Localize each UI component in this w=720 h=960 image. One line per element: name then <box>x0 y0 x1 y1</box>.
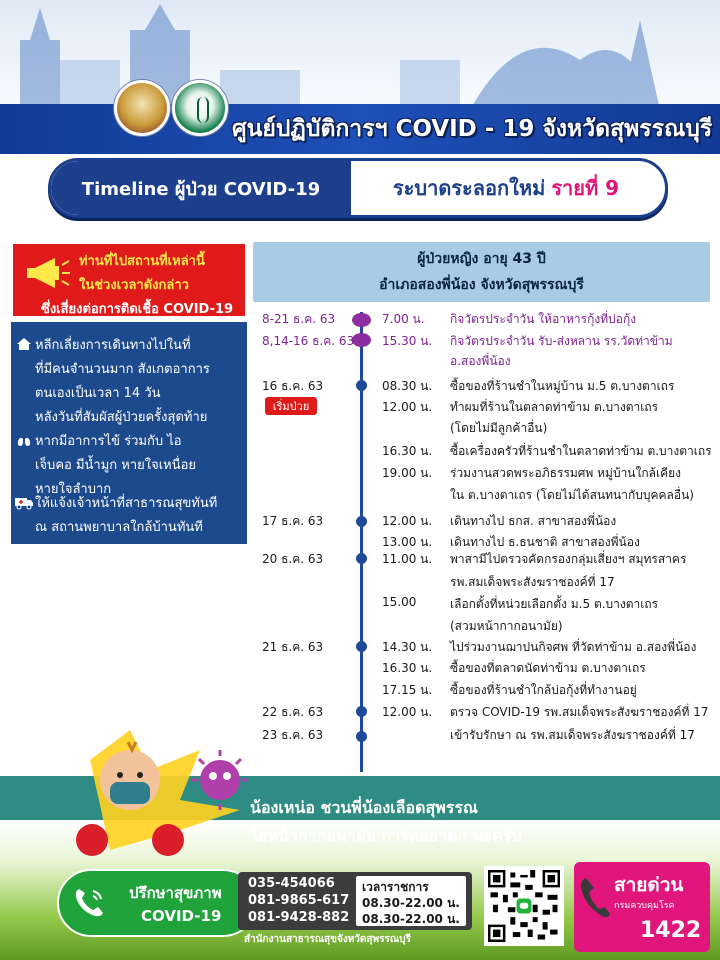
timeline-date: 8,14-16 ธ.ค. 63 <box>262 334 355 348</box>
timeline-date: 22 ธ.ค. 63 <box>262 705 324 719</box>
timeline-event: (สวมหน้ากากอนามัย) <box>450 619 563 633</box>
timeline-row <box>0 377 720 397</box>
timeline-time: 12.00 น. <box>382 400 433 414</box>
advice-line: หายใจลำบาก <box>35 482 112 497</box>
advice-line: หลีกเลี่ยงการเดินทางไปในที่ <box>35 338 191 353</box>
timeline-row <box>0 310 720 330</box>
timeline-date: 21 ธ.ค. 63 <box>262 640 324 654</box>
hours-title: เวลาราชการ <box>362 880 429 894</box>
patient-gender-age: ผู้ป่วยหญิง อายุ 43 ปี <box>417 251 546 267</box>
timeline-row <box>0 659 720 679</box>
timeline-row <box>0 419 720 439</box>
consult-title: ปรึกษาสุขภาพ <box>129 884 222 902</box>
slogan-line-1: น้องเหน่อ ชวนพี่น้องเลือดสุพรรณ <box>250 798 478 817</box>
timeline-row <box>0 512 720 532</box>
timeline-event: ร่วมงานสวดพระอภิธรรมศพ หมู่บ้านใกล้เคียง <box>450 466 682 480</box>
advice-line: ตนเองเป็นเวลา 14 วัน <box>35 386 161 401</box>
timeline-date: 23 ธ.ค. 63 <box>262 728 324 742</box>
patient-location: อำเภอสองพี่น้อง จังหวัดสุพรรณบุรี <box>379 277 584 293</box>
timeline-event: ใน ต.บางตาเถร (โดยไม่ได้สนทนากับบุคคลอื่น) <box>450 488 694 502</box>
timeline-event: ไปร่วมงานฌาปนกิจศพ ที่วัดท่าข้าม อ.สองพี่น้อง <box>450 640 697 654</box>
advice-line: หลังวันที่สัมผัสผู้ป่วยครั้งสุดท้าย <box>35 410 208 425</box>
timeline-row <box>0 681 720 701</box>
timeline-time: 15.30 น. <box>382 334 433 348</box>
symptom-start-badge: เริ่มป่วย <box>265 397 317 415</box>
timeline-time: 12.00 น. <box>382 705 433 719</box>
timeline-date: 17 ธ.ค. 63 <box>262 514 324 528</box>
warning-line-2: ในช่วงเวลาดังกล่าว <box>79 278 189 293</box>
timeline-time: 08.30 น. <box>382 379 433 393</box>
timeline-row <box>0 595 720 615</box>
health-consult-badge <box>57 869 257 937</box>
timeline-row <box>0 638 720 658</box>
timeline-time: 15.00 <box>382 595 417 609</box>
advice-line: เจ็บคอ มีน้ำมูก หายใจเหนื่อย <box>35 458 197 473</box>
warning-line-3: ซึ่งเสี่ยงต่อการติดเชื้อ COVID-19 <box>41 302 234 317</box>
case-heading <box>356 161 656 215</box>
timeline-event: ตรวจ COVID-19 รพ.สมเด็จพระสังฆราชองค์ที่ 17 <box>450 705 709 719</box>
office-name: สำนักงานสาธารณสุขจังหวัดสุพรรณบุรี <box>244 934 411 945</box>
timeline-date: 16 ธ.ค. 63 <box>262 379 324 393</box>
timeline-date: 8-21 ธ.ค. 63 <box>262 312 336 326</box>
hotline-title: สายด่วน <box>614 874 684 896</box>
warning-box <box>11 242 247 318</box>
timeline-time: 16.30 น. <box>382 444 433 458</box>
timeline-event: เดินทางไป ธกส. สาขาสองพี่น้อง <box>450 514 617 528</box>
timeline-row <box>0 442 720 462</box>
center-title: ศูนย์ปฏิบัติการฯ COVID - 19 จังหวัดสุพรรณบุรี <box>232 116 713 142</box>
timeline-row <box>0 550 720 570</box>
timeline-row <box>0 617 720 637</box>
hours-value: 08.30-22.00 น. <box>362 896 460 910</box>
timeline-date: 20 ธ.ค. 63 <box>262 552 324 566</box>
phone-number[interactable]: 035-454066 <box>248 876 335 891</box>
timeline-time: 16.30 น. <box>382 661 433 675</box>
timeline-time: 14.30 น. <box>382 640 433 654</box>
province-seal-logo <box>114 80 170 136</box>
timeline-row <box>0 486 720 506</box>
consult-subtitle: COVID-19 <box>141 907 222 925</box>
header <box>0 0 720 232</box>
timeline-row <box>0 332 720 352</box>
megaphone-icon <box>25 256 71 290</box>
timeline-event: เลือกตั้งที่หน่วยเลือกตั้ง ม.5 ต.บางตาเถร <box>450 597 659 611</box>
advice-line: ณ สถานพยาบาลใกล้บ้านทันที <box>35 520 203 535</box>
timeline-label: Timeline ผู้ป่วย COVID-19 <box>51 161 351 215</box>
mascot-boxer-illustration <box>70 720 260 870</box>
timeline-time: 19.00 น. <box>382 466 433 480</box>
contact-numbers-panel <box>238 872 472 930</box>
timeline-event: ทำผมที่ร้านในตลาดท่าข้าม ต.บางตาเถร <box>450 400 659 414</box>
timeline-time: 11.00 น. <box>382 552 433 566</box>
timeline-event: กิจวัตรประจำวัน รับ-ส่งหลาน รร.วัดท่าข้าม <box>450 334 673 348</box>
timeline-row <box>0 464 720 484</box>
timeline-time: 17.15 น. <box>382 683 433 697</box>
phone-icon <box>71 885 107 921</box>
timeline-event: (โดยไม่มีลูกค้าอื่น) <box>450 421 548 435</box>
timeline-event: รพ.สมเด็จพระสังฆราชองค์ที่ 17 <box>450 575 615 589</box>
advice-line: ที่มีคนจำนวนมาก สังเกตอาการ <box>35 362 210 377</box>
timeline-event: ซื้อเครื่องครัวที่ร้านชำในตลาดท่าข้าม ต.บางตาเถร <box>450 444 712 458</box>
timeline-event: ซื้อของที่ร้านชำใกล้บ่อกุ้งที่ทำงานอยู่ <box>450 683 637 697</box>
advice-line: ให้แจ้งเจ้าหน้าที่สาธารณสุขทันที <box>35 496 218 511</box>
phone-number[interactable]: 081-9428-882 <box>248 910 350 925</box>
timeline-time: 13.00 น. <box>382 535 433 549</box>
advice-line: หากมีอาการไข้ ร่วมกับ ไอ <box>35 434 182 449</box>
timeline-event: ซื้อของที่ตลาดนัดท่าข้าม ต.บางตาเถร <box>450 661 646 675</box>
timeline-time: 7.00 น. <box>382 312 425 326</box>
case-number-label: รายที่ 9 <box>551 176 620 200</box>
timeline-event: เดินทางไป ธ.ธนชาติ สาขาสองพี่น้อง <box>450 535 640 549</box>
timeline-row <box>0 352 720 372</box>
patient-info-box <box>253 242 710 302</box>
timeline-row <box>0 573 720 593</box>
timeline-event: พาสามีไปตรวจคัดกรองกลุ่มเสี่ยงฯ สมุทรสาคร <box>450 552 687 566</box>
hotline-number[interactable]: 1422 <box>640 918 702 943</box>
timeline-event: กิจวัตรประจำวัน ให้อาหารกุ้งที่บ่อกุ้ง <box>450 312 637 326</box>
warning-line-1: ท่านที่ไปสถานที่เหล่านี้ <box>79 254 205 269</box>
phone-number[interactable]: 081-9865-617 <box>248 893 350 908</box>
line-qr-code[interactable] <box>484 866 564 946</box>
ministry-of-public-health-logo <box>172 80 228 136</box>
timeline-event: ซื้อของที่ร้านชำในหมู่บ้าน ม.5 ต.บางตาเถร <box>450 379 675 393</box>
qr-code-icon <box>488 870 560 942</box>
slogan-line-2: ใส่หน้ากากอนามัย การ์ดอย่าตก นะครับ <box>250 826 522 845</box>
timeline-row <box>0 398 720 418</box>
hotline-badge <box>574 862 710 952</box>
hotline-department: กรมควบคุมโรค <box>614 901 675 911</box>
phone-handset-icon <box>578 876 612 920</box>
timeline-time: 12.00 น. <box>382 514 433 528</box>
timeline-event: อ.สองพี่น้อง <box>450 354 511 368</box>
hours-value: 08.30-22.00 น. <box>362 912 460 926</box>
timeline-event: เข้ารับรักษา ณ รพ.สมเด็จพระสังฆราชองค์ที่ 17 <box>450 728 695 742</box>
title-bar <box>48 158 668 218</box>
outbreak-label: ระบาดระลอกใหม่ <box>392 176 546 200</box>
